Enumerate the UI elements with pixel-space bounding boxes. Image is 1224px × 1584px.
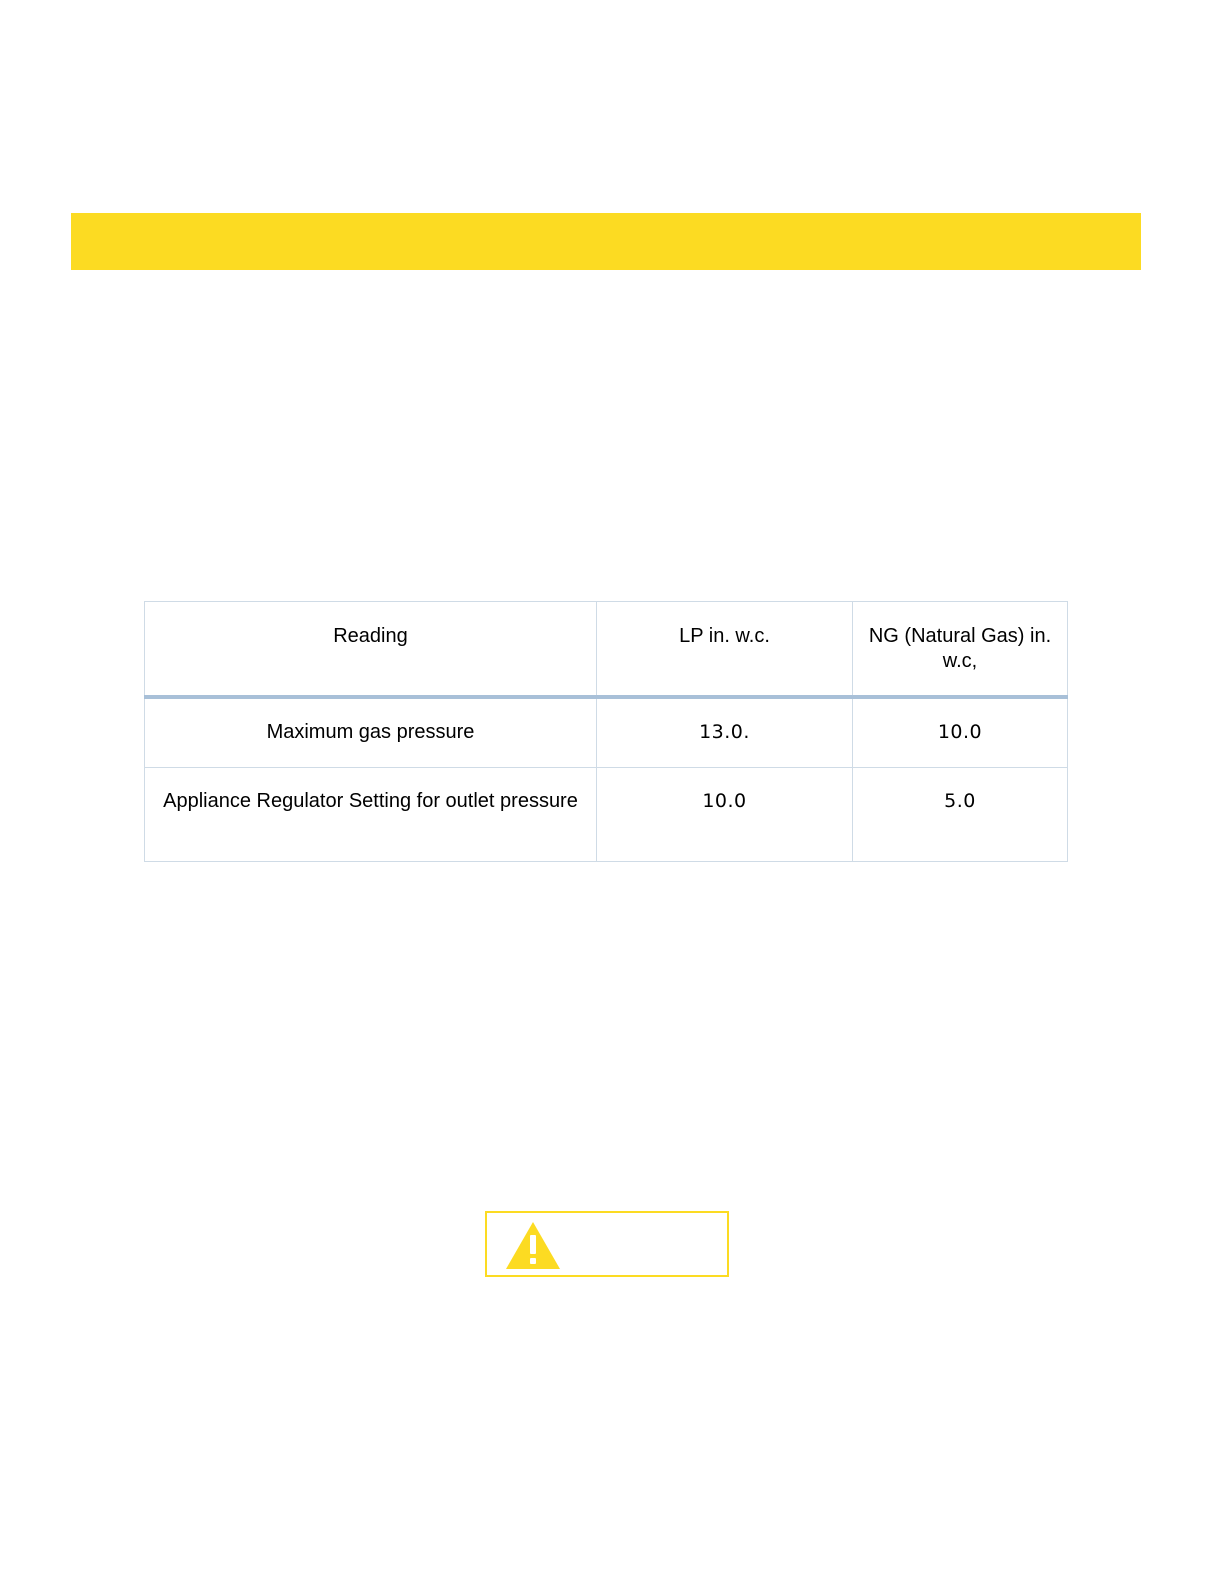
lp-value-cell: 10.0 xyxy=(597,768,853,862)
reading-cell: Appliance Regulator Setting for outlet pressure xyxy=(145,768,597,862)
column-header-reading: Reading xyxy=(145,602,597,697)
table-header-row xyxy=(145,602,1068,697)
warning-triangle-icon xyxy=(505,1221,561,1271)
column-header-ng: NG (Natural Gas) in. w.c, xyxy=(853,602,1068,697)
lp-value-cell: 13.0. xyxy=(597,697,853,768)
gas-pressure-table xyxy=(144,601,1068,862)
column-header-lp: LP in. w.c. xyxy=(597,602,853,697)
table-row xyxy=(145,768,1068,862)
warning-label-box xyxy=(485,1211,729,1277)
ng-value-cell: 5.0 xyxy=(853,768,1068,862)
section-header-banner xyxy=(71,213,1141,270)
reading-cell: Maximum gas pressure xyxy=(145,697,597,768)
ng-value-cell: 10.0 xyxy=(853,697,1068,768)
table-row xyxy=(145,697,1068,768)
